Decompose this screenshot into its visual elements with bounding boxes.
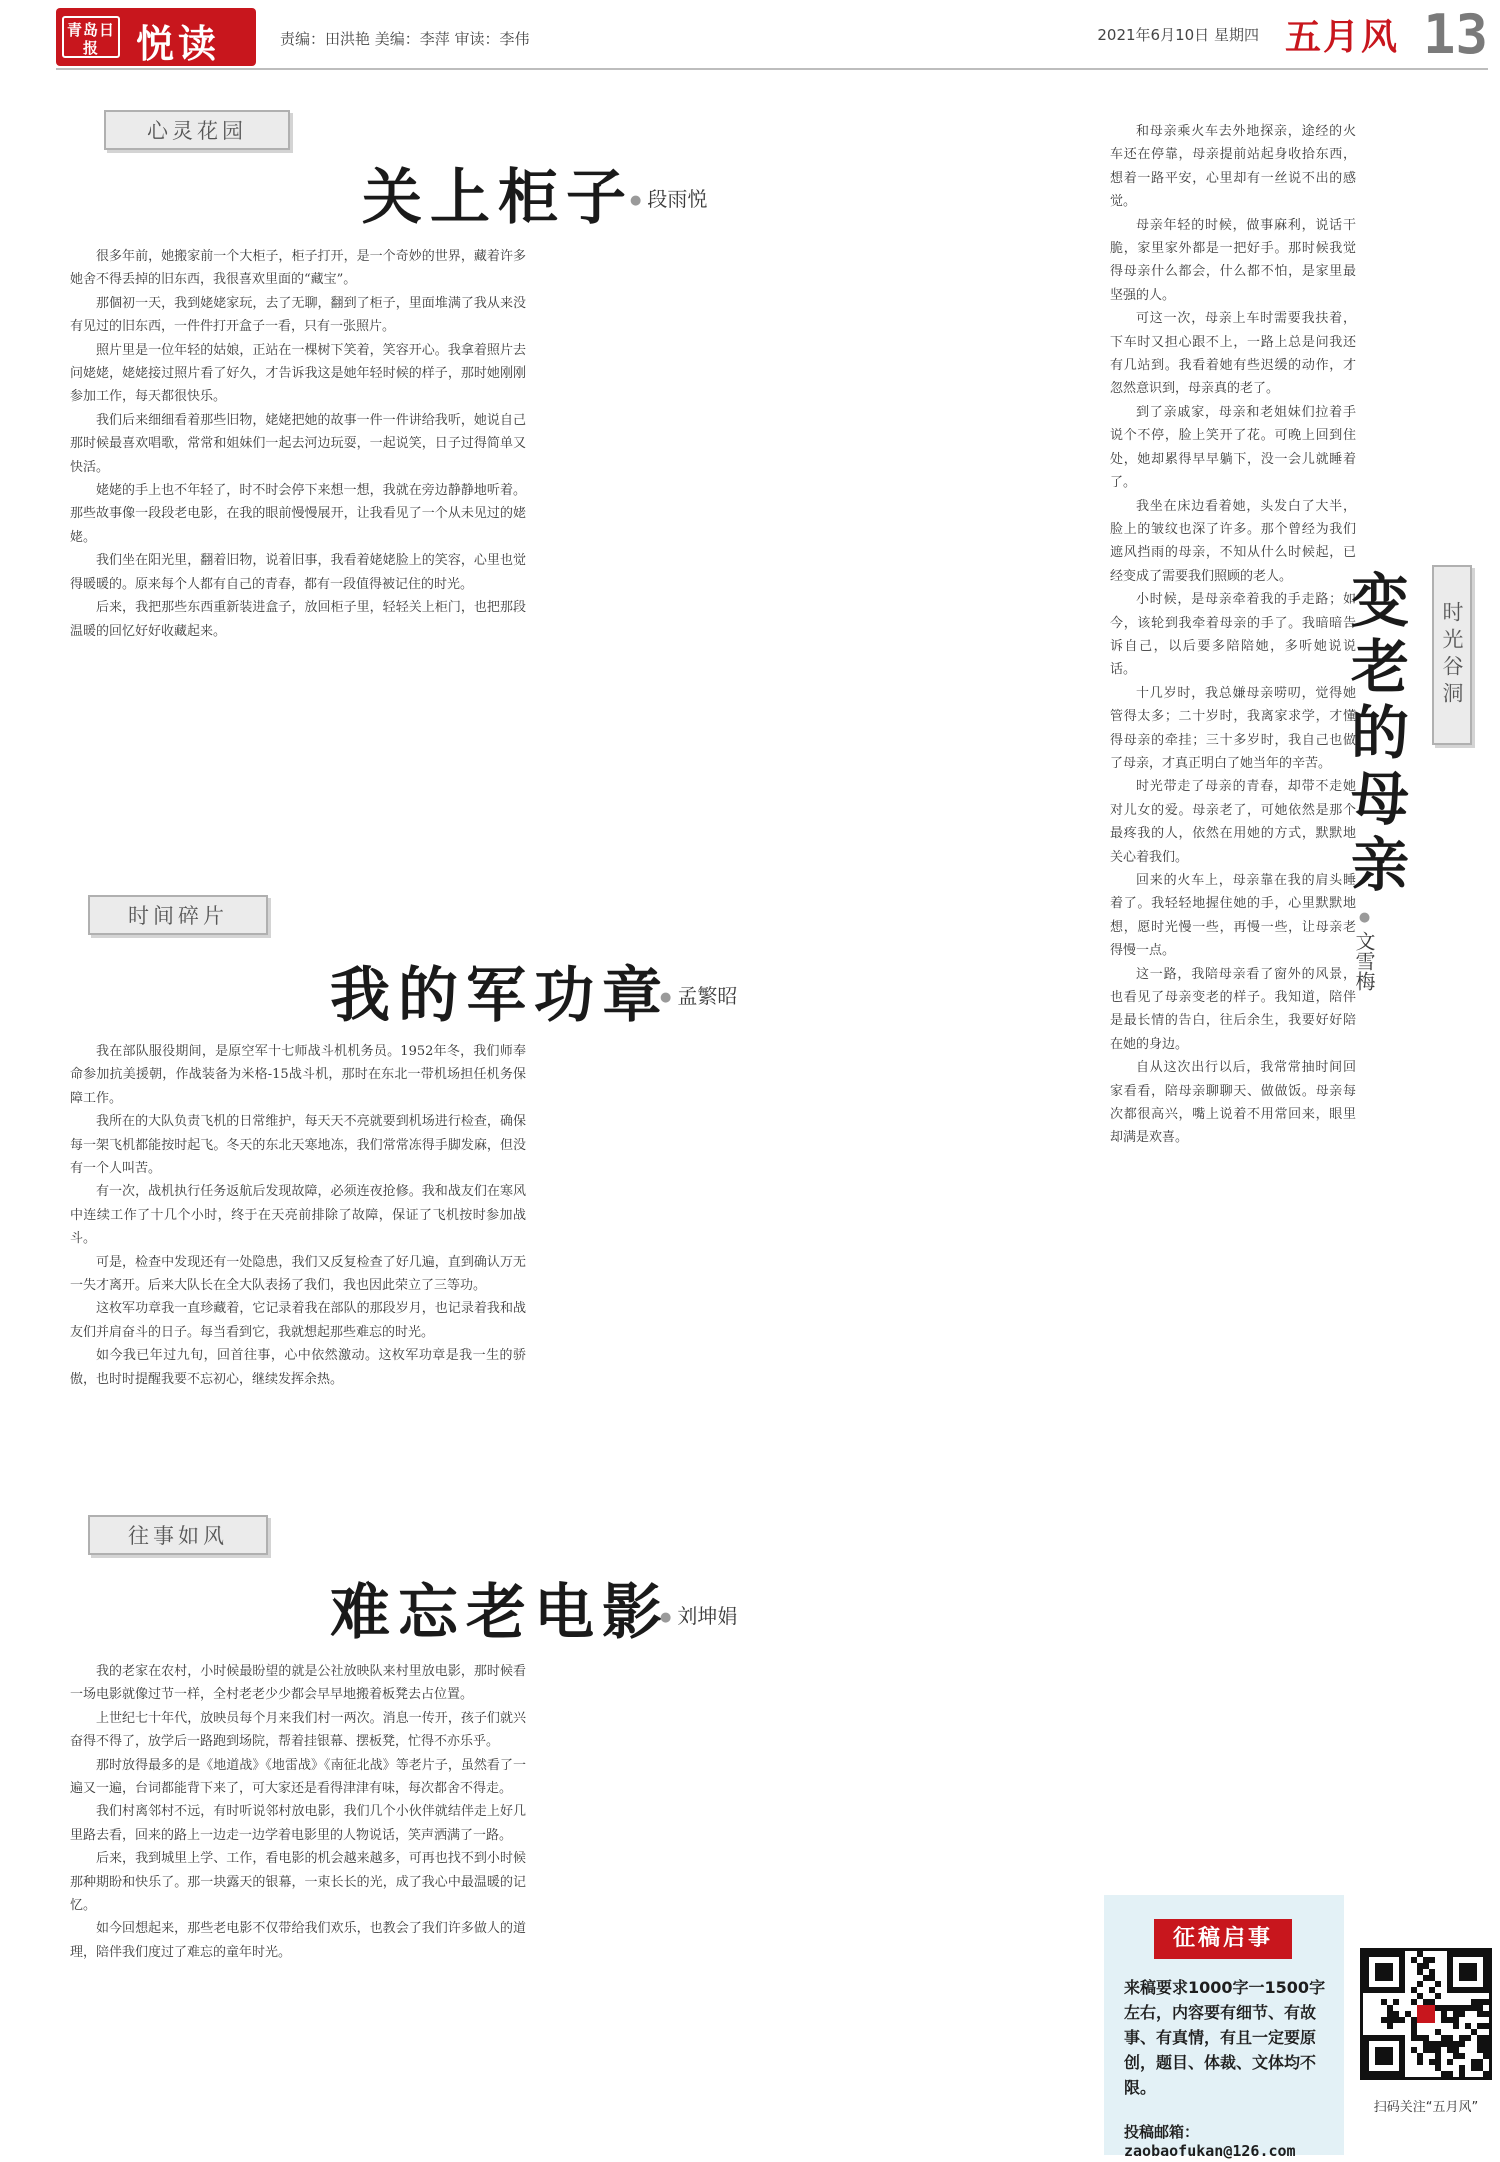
paragraph: 时光带走了母亲的青春，却带不走她对儿女的爱。母亲老了，可她依然是那个最疼我的人，依然在用她的方式，默默地关心着我们。 <box>1110 779 1356 865</box>
paragraph: 可是，检查中发现还有一处隐患，我们又反复检查了好几遍，直到确认万无一失才离开。后来大队长在全大队表扬了我们，我也因此荣立了三等功。 <box>70 1254 526 1294</box>
paragraph: 有一次，战机执行任务返航后发现故障，必须连夜抢修。我和战友们在寒风中连续工作了十几个小时，终于在天亮前排除了故障，保证了飞机按时参加战斗。 <box>70 1184 526 1247</box>
header-meta <box>1097 4 1488 64</box>
submission-email <box>1124 2121 1339 2160</box>
paragraph: 如今我已年过九旬，回首往事，心中依然激动。这枚军功章是我一生的骄傲，也时时提醒我要不忘初心，继续发挥余热。 <box>70 1348 526 1387</box>
paragraph: 这一路，我陪母亲看了窗外的风景，也看见了母亲变老的样子。我知道，陪伴是最长情的告白，往后余生，我要好好陪在她的身边。 <box>1110 966 1356 1052</box>
editor-credits: 责编：田洪艳 美编：李萍 审读：李伟 <box>280 30 530 48</box>
paragraph: 我们村离邻村不远，有时听说邻村放电影，我们几个小伙伴就结伴走上好几里路去看，回来的路上一边走一边学着电影里的人物说话，笑声洒满了一路。 <box>70 1804 526 1843</box>
article-4-byline: ● 文雪梅 <box>1350 910 1379 991</box>
email-address: zaobaofukan@126.com <box>1124 2142 1296 2160</box>
paragraph: 小时候，是母亲牵着我的手走路；如今，该轮到我牵着母亲的手了。我暗暗告诉自己，以后要多陪陪她，多听她说说话。 <box>1110 592 1356 678</box>
paragraph: 我们坐在阳光里，翻着旧物，说着旧事，我看着姥姥脸上的笑容，心里也觉得暖暖的。原来每个人都有自己的青春，都有一段值得被记住的时光。 <box>70 553 526 592</box>
qr-caption: 扫码关注“五月风” <box>1373 2100 1479 2115</box>
paragraph: 姥姥的手上也不年轻了，时不时会停下来想一想，我就在旁边静静地听着。那些故事像一段段老电影，在我的眼前慢慢展开，让我看见了一个从未见过的姥姥。 <box>70 483 526 545</box>
paragraph: 可这一次，母亲上车时需要我扶着，下车时又担心跟不上，一路上总是问我还有几站到。我看着她有些迟缓的动作，才忽然意识到，母亲真的老了。 <box>1110 311 1356 397</box>
column-tag-3: 往事如风 <box>88 1515 268 1555</box>
call-for-papers-box <box>1104 1895 1344 2160</box>
paragraph: 母亲年轻的时候，做事麻利，说话干脆，家里家外都是一把好手。那时候我觉得母亲什么都会，什么都不怕，是家里最坚强的人。 <box>1110 217 1356 303</box>
paragraph: 那时放得最多的是《地道战》《地雷战》《南征北战》等老片子，虽然看了一遍又一遍，台词都能背下来了，可大家还是看得津津有味，每次都舍不得走。 <box>70 1757 526 1797</box>
call-for-papers-title: 征稿启事 <box>1154 1919 1292 1959</box>
paragraph: 我在部队服役期间，是原空军十七师战斗机机务员。1952年冬，我们师奉命参加抗美援朝，作战装备为米格-15战斗机，那时在东北一带机场担任机务保障工作。 <box>70 1044 526 1106</box>
header-divider <box>56 68 1488 70</box>
column-tag-1: 心灵花园 <box>104 110 290 150</box>
paragraph: 后来，我到城里上学、工作，看电影的机会越来越多，可再也找不到小时候那种期盼和快乐了。那一块露天的银幕，一束长长的光，成了我心中最温暖的记忆。 <box>70 1851 526 1914</box>
article-3-byline: ● 刘坤娟 <box>660 1600 737 1629</box>
paragraph: 照片里是一位年轻的姑娘，正站在一棵树下笑着，笑容开心。我拿着照片去问姥姥，姥姥接过照片看了好久，才告诉我这是她年轻时候的样子，那时她刚刚参加工作，每天都很快乐。 <box>70 342 526 405</box>
column-tag-4: 时光谷洞 <box>1432 565 1472 745</box>
paragraph: 我们后来细细看着那些旧物，姥姥把她的故事一件一件讲给我听，她说自己那时候最喜欢唱歌，常常和姐妹们一起去河边玩耍，一起说笑，日子过得简单又快活。 <box>70 412 526 475</box>
paragraph: 很多年前，她搬家前一个大柜子，柜子打开，是一个奇妙的世界，藏着许多她舍不得丢掉的旧东西，我很喜欢里面的“藏宝”。 <box>70 249 526 288</box>
issue-date: 2021年6月10日 星期四 <box>1097 25 1259 44</box>
paragraph: 回来的火车上，母亲靠在我的肩头睡着了。我轻轻地握住她的手，心里默默地想，愿时光慢一些，再慢一些，让母亲老得慢一点。 <box>1110 873 1356 959</box>
article-1-byline: ● 段雨悦 <box>630 183 707 212</box>
paragraph: 自从这次出行以后，我常常抽时间回家看看，陪母亲聊聊天、做做饭。母亲每次都很高兴，嘴上说着不用常回来，眼里却满是欢喜。 <box>1110 1060 1356 1146</box>
qr-code-graphic <box>1363 1951 1489 2077</box>
article-1-body <box>70 245 1030 843</box>
paragraph: 这枚军功章我一直珍藏着，它记录着我在部队的那段岁月，也记录着我和战友们并肩奋斗的日子。每当看到它，我就想起那些难忘的时光。 <box>70 1301 526 1340</box>
call-for-papers-text: 来稿要求1000字一1500字左右，内容要有细节、有故事、有真情，有且一定要原创，题目、体裁、文体均不限。 <box>1124 1978 1326 2097</box>
logo-mark: 青岛日报 <box>62 16 120 58</box>
paragraph: 到了亲戚家，母亲和老姐妹们拉着手说个不停，脸上笑开了花。可晚上回到住处，她却累得早早躺下，没一会儿就睡着了。 <box>1110 404 1356 491</box>
paragraph: 那個初一天，我到姥姥家玩，去了无聊，翻到了柜子，里面堆满了我从来没有见过的旧东西，一件件打开盒子一看，只有一张照片。 <box>70 295 526 335</box>
article-1-title: 关上柜子 <box>362 163 634 233</box>
article-4-body <box>1110 120 1486 1860</box>
article-2-byline: ● 孟繁昭 <box>660 980 737 1009</box>
email-label: 投稿邮箱： <box>1124 2123 1200 2141</box>
paragraph: 和母亲乘火车去外地探亲，途经的火车还在停靠，母亲提前站起身收拾东西，想着一路平安，心里却有一丝说不出的感觉。 <box>1110 124 1356 210</box>
article-4-title: 变老的母亲 <box>1341 570 1409 900</box>
article-2-body <box>70 1040 1030 1465</box>
column-tag-2: 时间碎片 <box>88 895 268 935</box>
article-4-text <box>1110 120 1356 1840</box>
paragraph: 十几岁时，我总嫌母亲唠叨，觉得她管得太多；二十岁时，我离家求学，才懂得母亲的牵挂；三十多岁时，我自己也做了母亲，才真正明白了她当年的辛苦。 <box>1110 685 1356 771</box>
page-number: 13 <box>1422 2 1488 66</box>
paragraph: 我的老家在农村，小时候最盼望的就是公社放映队来村里放电影，那时候看一场电影就像过节一样，全村老老少少都会早早地搬着板凳去占位置。 <box>70 1664 526 1703</box>
qr-code-icon[interactable] <box>1360 1948 1492 2080</box>
newspaper-logo <box>56 8 256 66</box>
paragraph: 我坐在床边看着她，头发白了大半，脸上的皱纹也深了许多。那个曾经为我们遮风挡雨的母亲，不知从什么时候起，已经变成了需要我们照顾的老人。 <box>1110 498 1356 584</box>
paragraph: 如今回想起来，那些老电影不仅带给我们欢乐，也教会了我们许多做人的道理，陪伴我们度过了难忘的童年时光。 <box>70 1921 526 1960</box>
page-header <box>0 0 1500 72</box>
article-3-body <box>70 1660 1030 2150</box>
article-3-title: 难忘老电影 <box>330 1578 670 1648</box>
paragraph: 上世纪七十年代，放映员每个月来我们村一两次。消息一传开，孩子们就兴奋得不得了，放学后一路跑到场院，帮着挂银幕、摆板凳，忙得不亦乐乎。 <box>70 1710 526 1750</box>
article-2-title: 我的军功章 <box>330 961 670 1031</box>
paragraph: 我所在的大队负责飞机的日常维护，每天天不亮就要到机场进行检查，确保每一架飞机都能按时起飞。冬天的东北天寒地冻，我们常常冻得手脚发麻，但没有一个人叫苦。 <box>70 1114 526 1177</box>
supplement-brand: 五月风 <box>1284 16 1399 58</box>
paragraph: 后来，我把那些东西重新装进盒子，放回柜子里，轻轻关上柜门，也把那段温暖的回忆好好收藏起来。 <box>70 600 526 639</box>
section-title: 悦读 <box>136 21 221 66</box>
